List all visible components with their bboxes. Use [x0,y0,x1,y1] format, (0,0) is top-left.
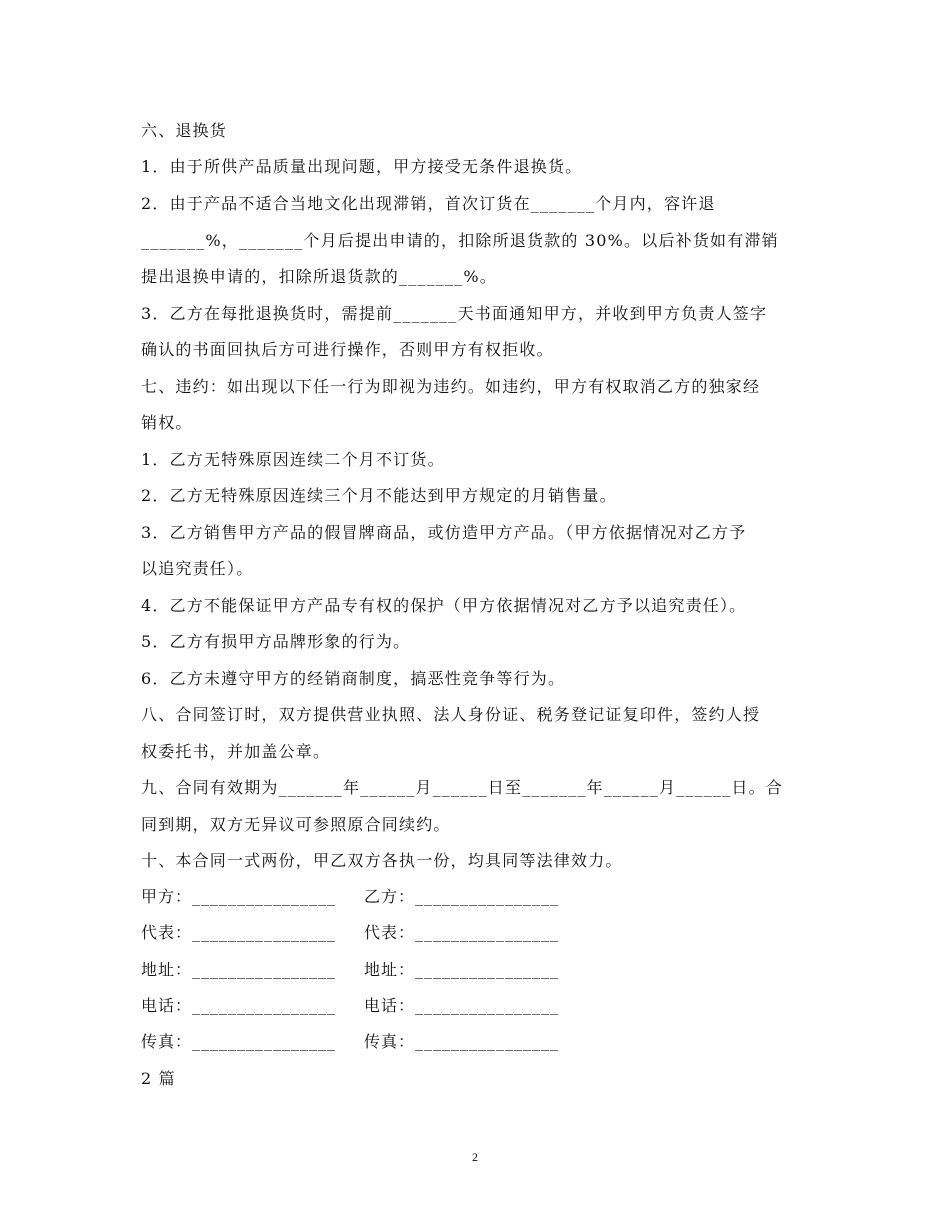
party-b-fax: 传真：________________ [364,1032,560,1051]
paragraph-line: 以追究责任）。 [141,559,254,578]
paragraph-line: 6．乙方未遵守甲方的经销商制度，搞恶性竞争等行为。 [141,669,566,688]
party-a-label: 甲方：________________ [141,887,337,906]
paragraph-line: 3．乙方销售甲方产品的假冒牌商品，或仿造甲方产品。（甲方依据情况对乙方予 [141,523,747,542]
paragraph-line: 4．乙方不能保证甲方产品专有权的保护（甲方依据情况对乙方予以追究责任）。 [141,596,747,615]
party-b-phone: 电话：________________ [364,996,560,1015]
paragraph-line: 同到期，双方无异议可参照原合同续约。 [141,815,451,834]
party-a-phone: 电话：________________ [141,996,337,1015]
section-heading-validity: 九、合同有效期为_______年______月______日至_______年______月______日。合 [141,778,784,797]
section-heading-copies: 十、本合同一式两份，甲乙双方各执一份，均具同等法律效力。 [141,851,623,870]
party-a-fax: 传真：________________ [141,1032,337,1051]
page-number: 2 [472,1150,478,1164]
paragraph-line: 1．由于所供产品质量出现问题，甲方接受无条件退换货。 [141,157,583,176]
paragraph-line: 2．乙方无特殊原因连续三个月不能达到甲方规定的月销售量。 [141,486,617,505]
party-b-label: 乙方：________________ [364,887,560,906]
paragraph-line: _______%，_______个月后提出申请的，扣除所退货款的 30%。以后补货如有滞销 [141,231,779,250]
paragraph-line: 5．乙方有损甲方品牌形象的行为。 [141,632,411,651]
paragraph-line: 提出退换申请的，扣除所退货款的_______%。 [141,267,498,286]
section-heading-signing: 八、合同签订时，双方提供营业执照、法人身份证、税务登记证复印件，签约人授 [141,705,761,724]
party-a-address: 地址：________________ [141,960,337,979]
paragraph-line: 确认的书面回执后方可进行操作，否则甲方有权拒收。 [141,340,554,359]
paragraph-line: 1．乙方无特殊原因连续二个月不订货。 [141,450,445,469]
paragraph-line: 销权。 [141,413,193,432]
paragraph-line: 3．乙方在每批退换货时，需提前_______天书面通知甲方，并收到甲方负责人签字 [141,304,768,323]
section-heading-returns: 六、退换货 [141,121,228,140]
paragraph-line: 权委托书，并加盖公章。 [141,742,331,761]
party-b-address: 地址：________________ [364,960,560,979]
footer-note: 2 篇 [141,1069,176,1088]
paragraph-line: 2．由于产品不适合当地文化出现滞销，首次订货在_______个月内，容许退 [141,194,716,213]
party-b-representative: 代表：________________ [364,923,560,942]
party-a-representative: 代表：________________ [141,923,337,942]
section-heading-breach: 七、违约：如出现以下任一行为即视为违约。如违约，甲方有权取消乙方的独家经 [141,377,761,396]
